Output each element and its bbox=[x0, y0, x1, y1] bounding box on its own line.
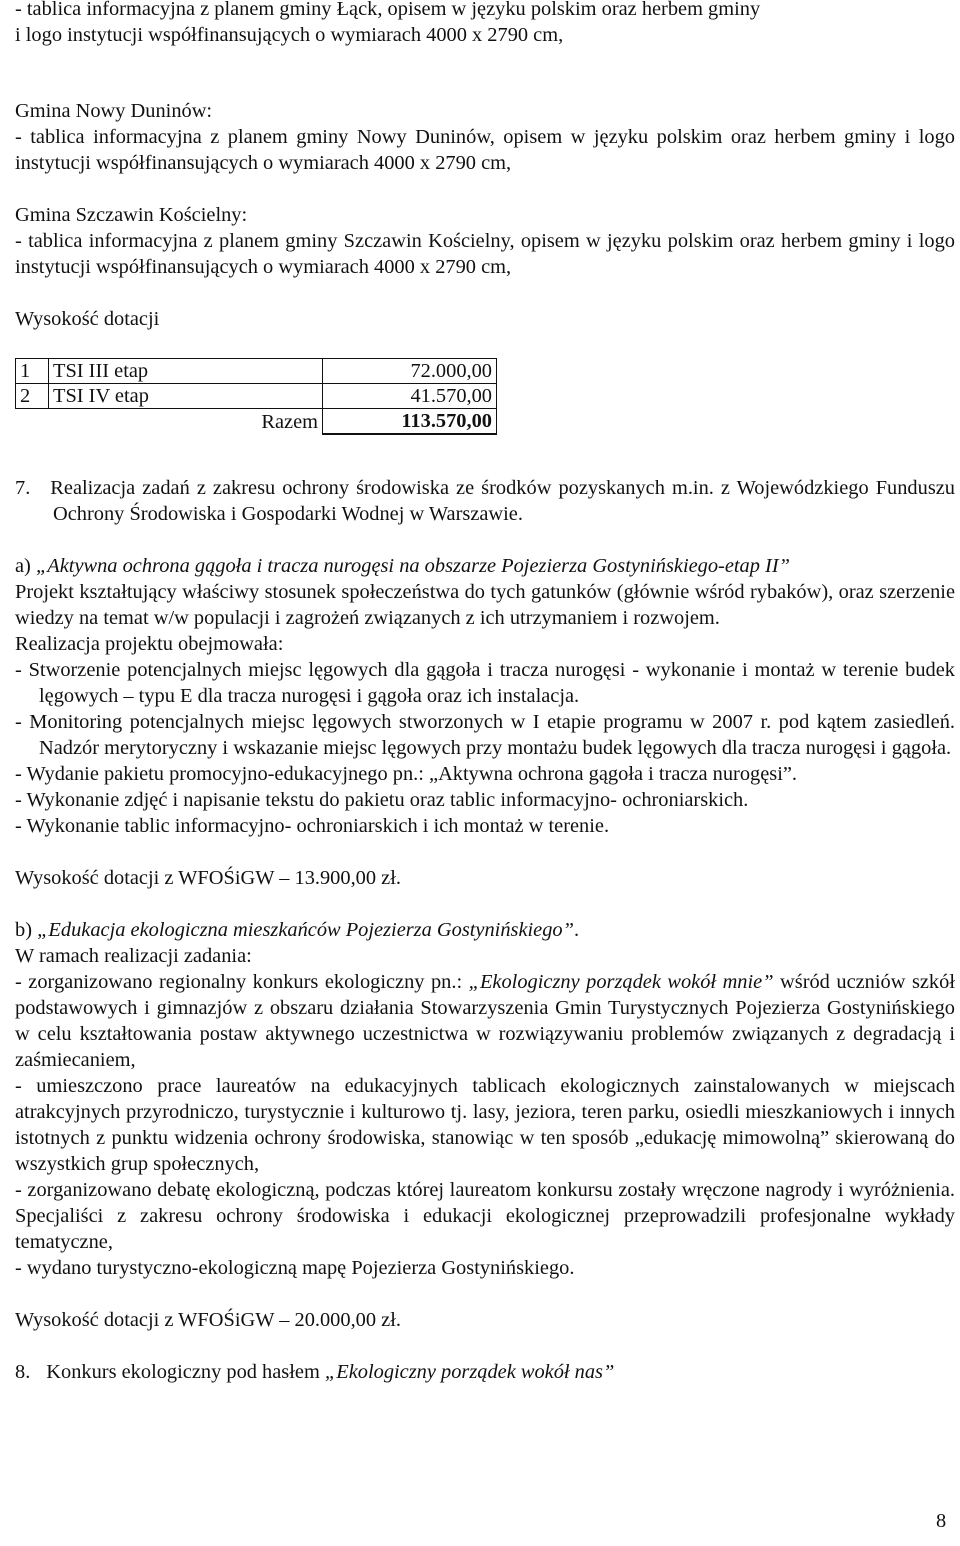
nowy-duninow-text: - tablica informacyjna z planem gminy Nowy Duninów, opisem w języku polskim oraz herbem gminy i logo instytucji współfinansujących o wymiarach 4000 x 2790 cm, bbox=[15, 126, 955, 174]
document-page bbox=[15, 0, 955, 1385]
dotacja-table bbox=[15, 358, 497, 435]
row-name: TSI III etap bbox=[49, 359, 323, 384]
list-item: - Wykonanie zdjęć i napisanie tekstu do pakietu oraz tablic informacyjno- ochroniarskich. bbox=[15, 789, 749, 811]
section-7-number: 7. bbox=[15, 477, 31, 499]
sub-b-amount: Wysokość dotacji z WFOŚiGW – 20.000,00 zł. bbox=[15, 1309, 401, 1331]
sub-a-title: „Aktywna ochrona gągoła i tracza nurogęsi na obszarze Pojezierza Gostynińskiego-etap II” bbox=[35, 555, 790, 577]
section-7 bbox=[15, 475, 955, 527]
sub-b-title: „Edukacja ekologiczna mieszkańców Pojezierza Gostynińskiego” bbox=[37, 919, 574, 941]
table-row bbox=[16, 384, 497, 409]
list-item: - Monitoring potencjalnych miejsc lęgowych stworzonych w I etapie programu w 2007 r. pod kątem zasiedleń. Nadzór merytoryczny i wskazanie miejsc lęgowych przy montażu budek lęgowych dla tracza nurogęsi i gągoła. bbox=[15, 711, 955, 759]
section-8-italic: „Ekologiczny porządek wokół nas” bbox=[324, 1361, 615, 1383]
section-8 bbox=[15, 1359, 955, 1385]
sub-a-prefix: a) bbox=[15, 555, 36, 577]
sub-a-description: Projekt kształtujący właściwy stosunek społeczeństwa do tych gatunków (głównie wśród rybaków), oraz szerzenie wiedzy na temat w/w populacji i zagrożeń związanych z ich utrzymaniem i rozwojem. bbox=[15, 581, 955, 629]
sub-b-p1-italic: „Ekologiczny porządek wokół mnie” bbox=[468, 971, 774, 993]
section-8-number: 8. bbox=[15, 1361, 31, 1383]
section-8-text: Konkurs ekologiczny pod hasłem bbox=[46, 1361, 325, 1383]
row-name: TSI IV etap bbox=[49, 384, 323, 409]
sub-b-paragraph-4: - wydano turystyczno-ekologiczną mapę Pojezierza Gostynińskiego. bbox=[15, 1257, 575, 1279]
sub-b-p1-after: wśród uczniów szkół podstawowych i gimnazjów z obszaru działania Stowarzyszenia Gmin Turystycznych Pojezierza Gostynińskiego w celu kształtowania postaw aktywnego uczestnictwa w rozwiązywaniu problemów związanych z degradacją i zaśmiecaniem, bbox=[15, 971, 955, 1071]
nowy-duninow-heading: Gmina Nowy Duninów: bbox=[15, 100, 213, 122]
row-value: 72.000,00 bbox=[323, 359, 497, 384]
sub-a-amount: Wysokość dotacji z WFOŚiGW – 13.900,00 zł. bbox=[15, 867, 401, 889]
sub-b-paragraph-1 bbox=[15, 969, 955, 1073]
page-number: 8 bbox=[936, 1510, 947, 1532]
sub-b-title-end: . bbox=[573, 919, 580, 941]
sub-b-prefix: b) bbox=[15, 919, 38, 941]
list-item: - Wykonanie tablic informacyjno- ochroniarskich i ich montaż w terenie. bbox=[15, 815, 610, 837]
row-number: 1 bbox=[16, 359, 49, 384]
sub-a-title-line bbox=[15, 553, 955, 579]
sub-b-p1-before: - zorganizowano regionalny konkurs ekologiczny pn.: bbox=[15, 971, 469, 993]
sub-b-intro: W ramach realizacji zadania: bbox=[15, 945, 252, 967]
lack-line-1: - tablica informacyjna z planem gminy Łąck, opisem w języku polskim oraz herbem gminy bbox=[15, 0, 761, 20]
total-value: 113.570,00 bbox=[323, 409, 497, 435]
list-item: - Wydanie pakietu promocyjno-edukacyjnego pn.: „Aktywna ochrona gągoła i tracza nurogęsi”. bbox=[15, 763, 798, 785]
row-number: 2 bbox=[16, 384, 49, 409]
szczawin-text: - tablica informacyjna z planem gminy Szczawin Kościelny, opisem w języku polskim oraz herbem gminy i logo instytucji współfinansujących o wymiarach 4000 x 2790 cm, bbox=[15, 230, 955, 278]
dotacja-heading: Wysokość dotacji bbox=[15, 308, 160, 330]
sub-b-paragraph-2: - umieszczono prace laureatów na edukacyjnych tablicach ekologicznych zainstalowanych w miejscach atrakcyjnych przyrodniczo, turystycznie i kulturowo tj. lasy, jeziora, teren parku, osiedli mieszkaniowych i innych istotnych z punktu widzenia ochrony środowiska, stanowiąc w ten sposób „edukację mimowolną” skierowaną do wszystkich grup społecznych, bbox=[15, 1075, 955, 1175]
sub-a-intro: Realizacja projektu obejmowała: bbox=[15, 633, 284, 655]
table-row bbox=[16, 359, 497, 384]
total-label: Razem bbox=[261, 410, 318, 433]
list-item: - Stworzenie potencjalnych miejsc lęgowych dla gągoła i tracza nurogęsi - wykonanie i montaż w terenie budek lęgowych – typu E dla tracza nurogęsi i gągoła oraz ich instalacja. bbox=[15, 659, 955, 707]
section-7-text: Realizacja zadań z zakresu ochrony środowiska ze środków pozyskanych m.in. z Wojewódzkiego Funduszu Ochrony Środowiska i Gospodarki Wodnej w Warszawie. bbox=[50, 477, 955, 525]
sub-b-paragraph-3: - zorganizowano debatę ekologiczną, podczas której laureatom konkursu zostały wręczone nagrody i wyróżnienia. Specjaliści z zakresu ochrony środowiska i edukacji ekologicznej przeprowadzili profesjonalne wykłady tematyczne, bbox=[15, 1179, 955, 1253]
szczawin-heading: Gmina Szczawin Kościelny: bbox=[15, 204, 248, 226]
sub-b-title-line bbox=[15, 917, 955, 943]
table-total-row bbox=[16, 409, 497, 435]
row-value: 41.570,00 bbox=[323, 384, 497, 409]
lack-line-2: i logo instytucji współfinansujących o wymiarach 4000 x 2790 cm, bbox=[15, 24, 564, 46]
